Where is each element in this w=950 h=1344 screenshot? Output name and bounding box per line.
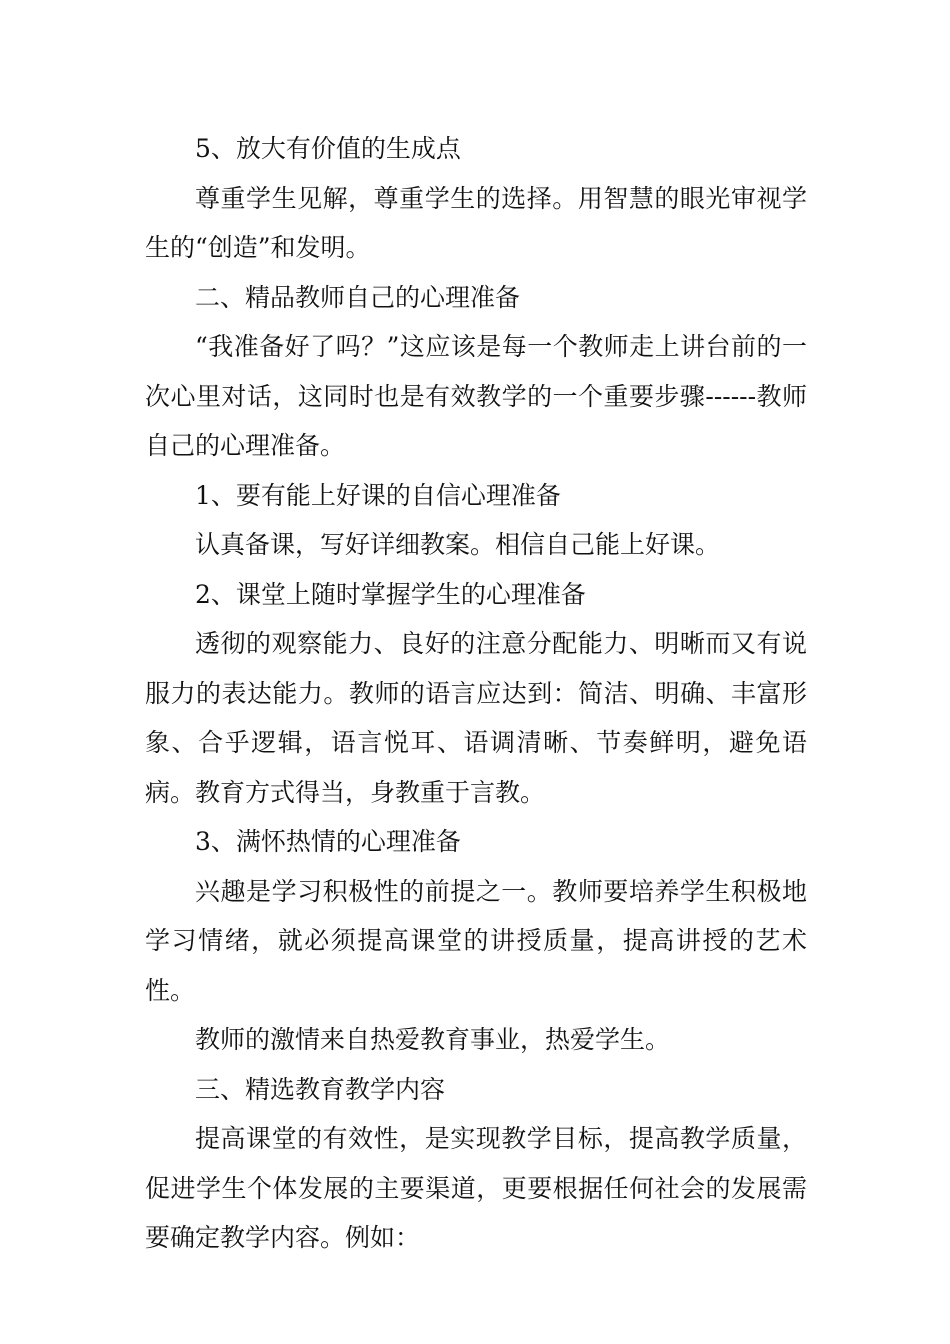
paragraph-am-i-ready: “我准备好了吗？”这应该是每一个教师走上讲台前的一次心里对话，这同时也是有效教学的一个重要步骤------教师自己的心理准备。 — [145, 332, 807, 460]
subheading-confidence: 1、要有能上好课的自信心理准备 — [195, 480, 561, 510]
subheading-enthusiasm: 3、满怀热情的心理准备 — [195, 827, 461, 856]
section-heading-2: 二、精品教师自己的心理准备 — [195, 282, 521, 312]
paragraph-classroom-effectiveness: 提高课堂的有效性，是实现教学目标，提高教学质量，促进学生个体发展的主要渠道，更要根据任何社会的发展需要确定教学内容。例如： — [145, 1124, 807, 1252]
section-heading-5: 5、放大有价值的生成点 — [195, 134, 461, 163]
paragraph-interest: 兴趣是学习积极性的前提之一。教师要培养学生积极地学习情绪，就必须提高课堂的讲授质量，提高讲授的艺术性。 — [145, 876, 807, 1005]
section-heading-3: 三、精选教育教学内容 — [195, 1074, 446, 1104]
paragraph-passion: 教师的激情来自热爱教育事业，热爱学生。 — [195, 1025, 671, 1054]
paragraph-respect-students: 尊重学生见解，尊重学生的选择。用智慧的眼光审视学生的“创造”和发明。 — [145, 183, 807, 262]
document-page — [145, 124, 807, 1263]
paragraph-observation-ability: 透彻的观察能力、良好的注意分配能力、明晰而又有说服力的表达能力。教师的语言应达到：简洁、明确、丰富形象、合乎逻辑，语言悦耳、语调清晰、节奏鲜明，避免语病。教育方式得当，身教重于言教。 — [145, 629, 807, 807]
paragraph-prepare-lessons: 认真备课，写好详细教案。相信自己能上好课。 — [195, 530, 721, 559]
subheading-grasp-students: 2、课堂上随时掌握学生的心理准备 — [195, 579, 586, 609]
